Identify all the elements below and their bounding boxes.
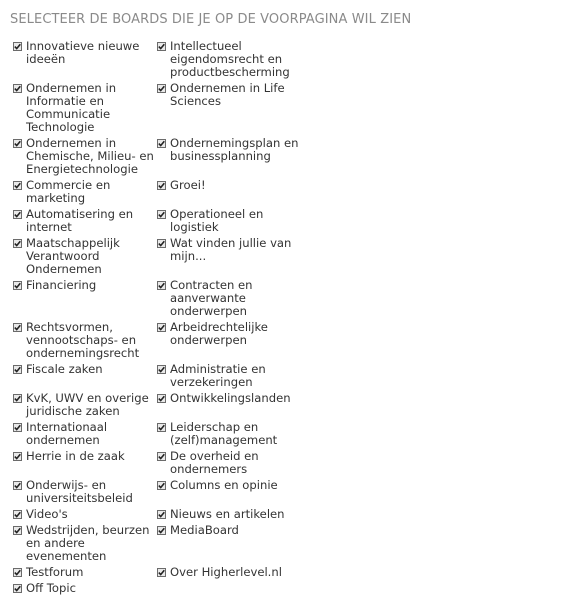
board-option[interactable]: [13, 392, 157, 418]
board-option[interactable]: [157, 421, 307, 447]
board-option[interactable]: [157, 524, 307, 563]
board-option[interactable]: [157, 508, 307, 521]
checkbox-checked-icon[interactable]: [13, 239, 22, 248]
checkbox-checked-icon[interactable]: [157, 510, 166, 519]
board-option[interactable]: [157, 40, 307, 79]
board-option[interactable]: [157, 321, 307, 360]
board-option-label: KvK, UWV en overige juridische zaken: [26, 391, 149, 418]
board-option-label: Columns en opinie: [170, 478, 278, 492]
board-option[interactable]: [157, 279, 307, 318]
checkbox-checked-icon[interactable]: [157, 281, 166, 290]
board-option[interactable]: [157, 82, 307, 134]
checkbox-checked-icon[interactable]: [13, 584, 22, 593]
board-option-label: Contracten en aanverwante onderwerpen: [170, 278, 253, 318]
board-option-label: Ondernemingsplan en businessplanning: [170, 136, 299, 163]
checkbox-checked-icon[interactable]: [13, 139, 22, 148]
board-option-label: Ondernemen in Informatie en Communicatie Technologie: [26, 81, 117, 134]
checkbox-checked-icon[interactable]: [157, 181, 166, 190]
board-option-label: Rechtsvormen, vennootschaps- en ondernemingsrecht: [26, 320, 140, 360]
board-option[interactable]: [157, 479, 307, 505]
checkbox-checked-icon[interactable]: [13, 181, 22, 190]
board-option[interactable]: [13, 179, 157, 205]
checkbox-checked-icon[interactable]: [13, 526, 22, 535]
board-option-label: Intellectueel eigendomsrecht en productbescherming: [170, 39, 290, 79]
board-option-label: Ondernemen in Chemische, Milieu- en Energietechnologie: [26, 136, 154, 176]
board-option-label: Automatisering en internet: [26, 207, 134, 234]
checkbox-checked-icon[interactable]: [157, 481, 166, 490]
board-option-label: MediaBoard: [170, 523, 239, 537]
board-option[interactable]: [157, 237, 307, 276]
checkbox-checked-icon[interactable]: [13, 510, 22, 519]
board-checkbox-grid: [13, 40, 560, 595]
checkbox-checked-icon[interactable]: [13, 423, 22, 432]
board-selection-panel: [10, 0, 560, 595]
board-option[interactable]: [13, 508, 157, 521]
board-option-label: Wedstrijden, beurzen en andere evenementen: [26, 523, 150, 563]
board-option-label: Administratie en verzekeringen: [170, 362, 266, 389]
board-option-label: Internationaal ondernemen: [26, 420, 108, 447]
board-option-label: Innovatieve nieuwe ideeën: [26, 39, 140, 66]
board-option-label: Groei!: [170, 178, 206, 192]
board-option[interactable]: [13, 479, 157, 505]
checkbox-checked-icon[interactable]: [157, 526, 166, 535]
board-option[interactable]: [157, 566, 307, 579]
board-option-label: Operationeel en logistiek: [170, 207, 264, 234]
checkbox-checked-icon[interactable]: [13, 365, 22, 374]
board-option-label: Over Higherlevel.nl: [170, 565, 282, 579]
board-option[interactable]: [13, 208, 157, 234]
board-option-label: Leiderschap en (zelf)management: [170, 420, 278, 447]
checkbox-checked-icon[interactable]: [13, 84, 22, 93]
board-option-label: Wat vinden jullie van mijn...: [170, 236, 292, 263]
checkbox-checked-icon[interactable]: [13, 452, 22, 461]
board-option-label: Maatschappelijk Verantwoord Ondernemen: [26, 236, 120, 276]
checkbox-checked-icon[interactable]: [157, 423, 166, 432]
checkbox-checked-icon[interactable]: [157, 568, 166, 577]
checkbox-checked-icon[interactable]: [13, 281, 22, 290]
board-option-label: Testforum: [26, 565, 84, 579]
board-option[interactable]: [13, 450, 157, 476]
board-option-label: Fiscale zaken: [26, 362, 103, 376]
board-option-label: Off Topic: [26, 581, 76, 595]
checkbox-checked-icon[interactable]: [13, 210, 22, 219]
page-title: SELECTEER DE BOARDS DIE JE OP DE VOORPAGINA WIL ZIEN: [10, 12, 412, 27]
board-option[interactable]: [13, 82, 157, 134]
board-option[interactable]: [157, 208, 307, 234]
board-option-label: Ondernemen in Life Sciences: [170, 81, 285, 108]
board-option[interactable]: [13, 566, 157, 579]
board-option-label: Nieuws en artikelen: [170, 507, 285, 521]
checkbox-checked-icon[interactable]: [157, 452, 166, 461]
board-option[interactable]: [157, 392, 307, 418]
board-option-label: De overheid en ondernemers: [170, 449, 259, 476]
board-option-label: Onderwijs- en universiteitsbeleid: [26, 478, 133, 505]
checkbox-checked-icon[interactable]: [13, 481, 22, 490]
board-option[interactable]: [157, 137, 307, 176]
board-option[interactable]: [13, 363, 157, 389]
checkbox-checked-icon[interactable]: [157, 239, 166, 248]
checkbox-checked-icon[interactable]: [157, 323, 166, 332]
board-option-label: Herrie in de zaak: [26, 449, 125, 463]
board-option[interactable]: [13, 321, 157, 360]
checkbox-checked-icon[interactable]: [157, 84, 166, 93]
checkbox-checked-icon[interactable]: [157, 139, 166, 148]
board-option-label: Financiering: [26, 278, 97, 292]
board-option[interactable]: [13, 582, 157, 595]
board-option[interactable]: [157, 179, 307, 205]
checkbox-checked-icon[interactable]: [157, 42, 166, 51]
board-option-label: Commercie en marketing: [26, 178, 111, 205]
board-option-label: Arbeidrechtelijke onderwerpen: [170, 320, 268, 347]
checkbox-checked-icon[interactable]: [13, 42, 22, 51]
board-option[interactable]: [13, 279, 157, 318]
board-option[interactable]: [13, 524, 157, 563]
board-option[interactable]: [13, 40, 157, 79]
checkbox-checked-icon[interactable]: [13, 323, 22, 332]
board-option-label: Video's: [26, 507, 68, 521]
checkbox-checked-icon[interactable]: [13, 568, 22, 577]
checkbox-checked-icon[interactable]: [13, 394, 22, 403]
board-option-label: Ontwikkelingslanden: [170, 391, 291, 405]
board-option[interactable]: [157, 363, 307, 389]
board-option[interactable]: [13, 137, 157, 176]
checkbox-checked-icon[interactable]: [157, 210, 166, 219]
checkbox-checked-icon[interactable]: [157, 394, 166, 403]
checkbox-checked-icon[interactable]: [157, 365, 166, 374]
board-option[interactable]: [13, 421, 157, 447]
board-option[interactable]: [13, 237, 157, 276]
board-option[interactable]: [157, 450, 307, 476]
